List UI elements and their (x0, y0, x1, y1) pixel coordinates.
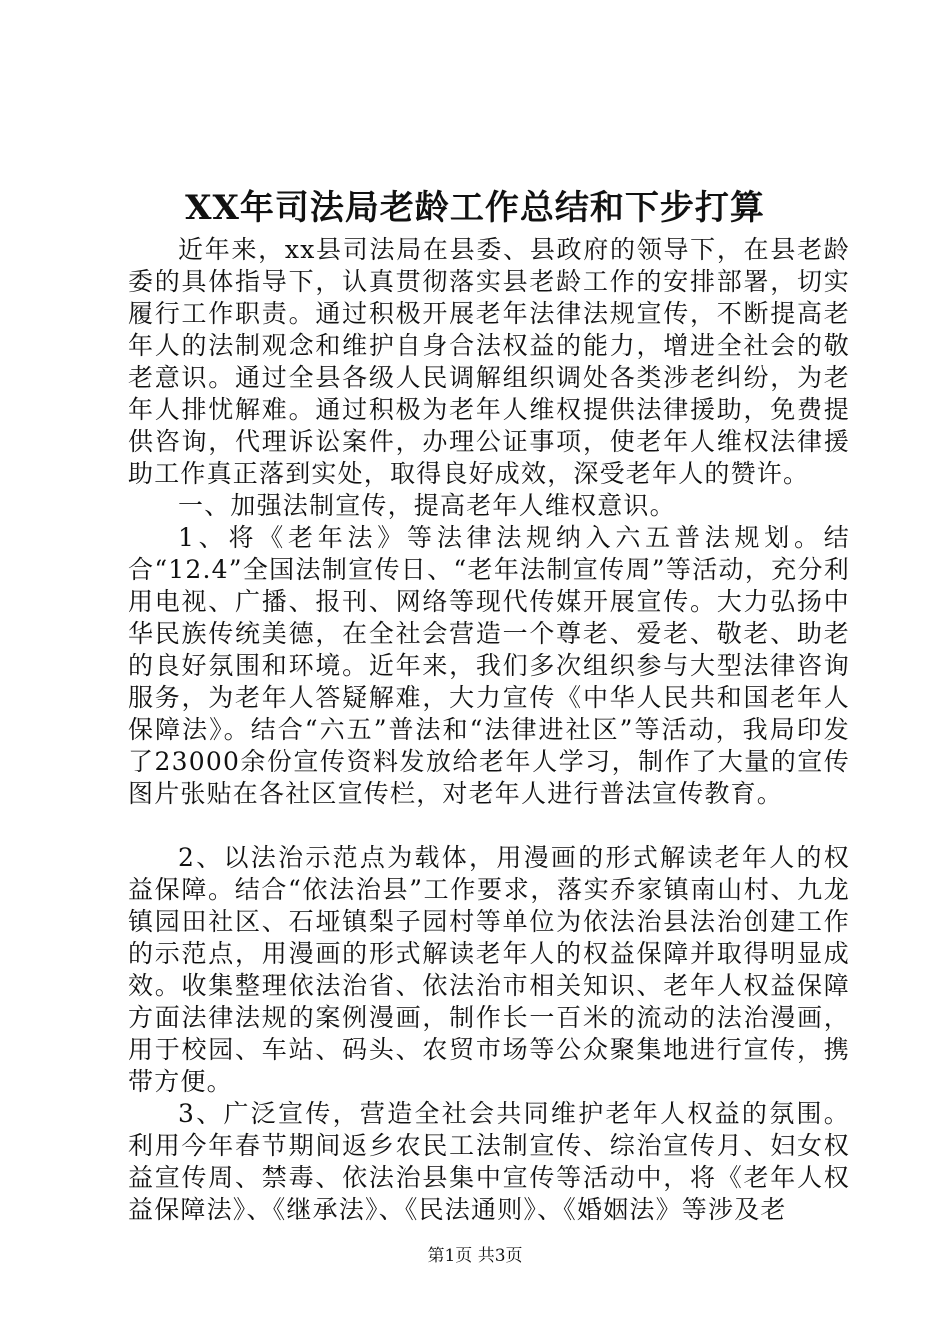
page-number-footer: 第1页 共3页 (427, 1246, 523, 1266)
intro-paragraph: 近年来，xx县司法局在县委、县政府的领导下，在县老龄委的具体指导下，认真贯彻落实县老龄工作的安排部署，切实履行工作职责。通过积极开展老年法律法规宣传，不断提高老年人的法制观念和维护自身合法权益的能力，增进全社会的敬老意识。通过全县各级人民调解组织调处各类涉老纠纷，为老年人排忧解难。通过积极为老年人维权提供法律援助，免费提供咨询，代理诉讼案件，办理公证事项，使老年人维权法律援助工作真正落到实处，取得良好成效，深受老年人的赞许。 (128, 235, 850, 488)
item-2-paragraph: 2、以法治示范点为载体，用漫画的形式解读老年人的权益保障。结合“依法治县”工作要求，落实乔家镇南山村、九龙镇园田社区、石垭镇梨子园村等单位为依法治县法治创建工作的示范点，用漫画的形式解读老年人的权益保障并取得明显成效。收集整理依法治省、依法治市相关知识、老年人权益保障方面法律法规的案例漫画，制作长一百米的流动的法治漫画，用于校园、车站、码头、农贸市场等公众聚集地进行宣传，携带方便。 (128, 843, 850, 1096)
item-1-paragraph: 1、将《老年法》等法律法规纳入六五普法规划。结合“12.4”全国法制宣传日、“老年法制宣传周”等活动，充分利用电视、广播、报刊、网络等现代传媒开展宣传。大力弘扬中华民族传统美德，在全社会营造一个尊老、爱老、敬老、助老的良好氛围和环境。近年来，我们多次组织参与大型法律咨询服务，为老年人答疑解难，大力宣传《中华人民共和国老年人保障法》。结合“六五”普法和“法律进社区”等活动，我局印发了23000余份宣传资料发放给老年人学习，制作了大量的宣传图片张贴在各社区宣传栏，对老年人进行普法宣传教育。 (128, 523, 850, 808)
document-title: XX年司法局老龄工作总结和下步打算 (185, 188, 765, 228)
document-body (128, 234, 850, 1226)
section-heading-1: 一、加强法制宣传，提高老年人维权意识。 (178, 491, 676, 520)
item-3-paragraph: 3、广泛宣传，营造全社会共同维护老年人权益的氛围。利用今年春节期间返乡农民工法制宣传、综治宣传月、妇女权益宣传周、禁毒、依法治县集中宣传等活动中，将《老年人权益保障法》、《继承法》、《民法通则》、《婚姻法》等涉及老 (128, 1099, 850, 1224)
